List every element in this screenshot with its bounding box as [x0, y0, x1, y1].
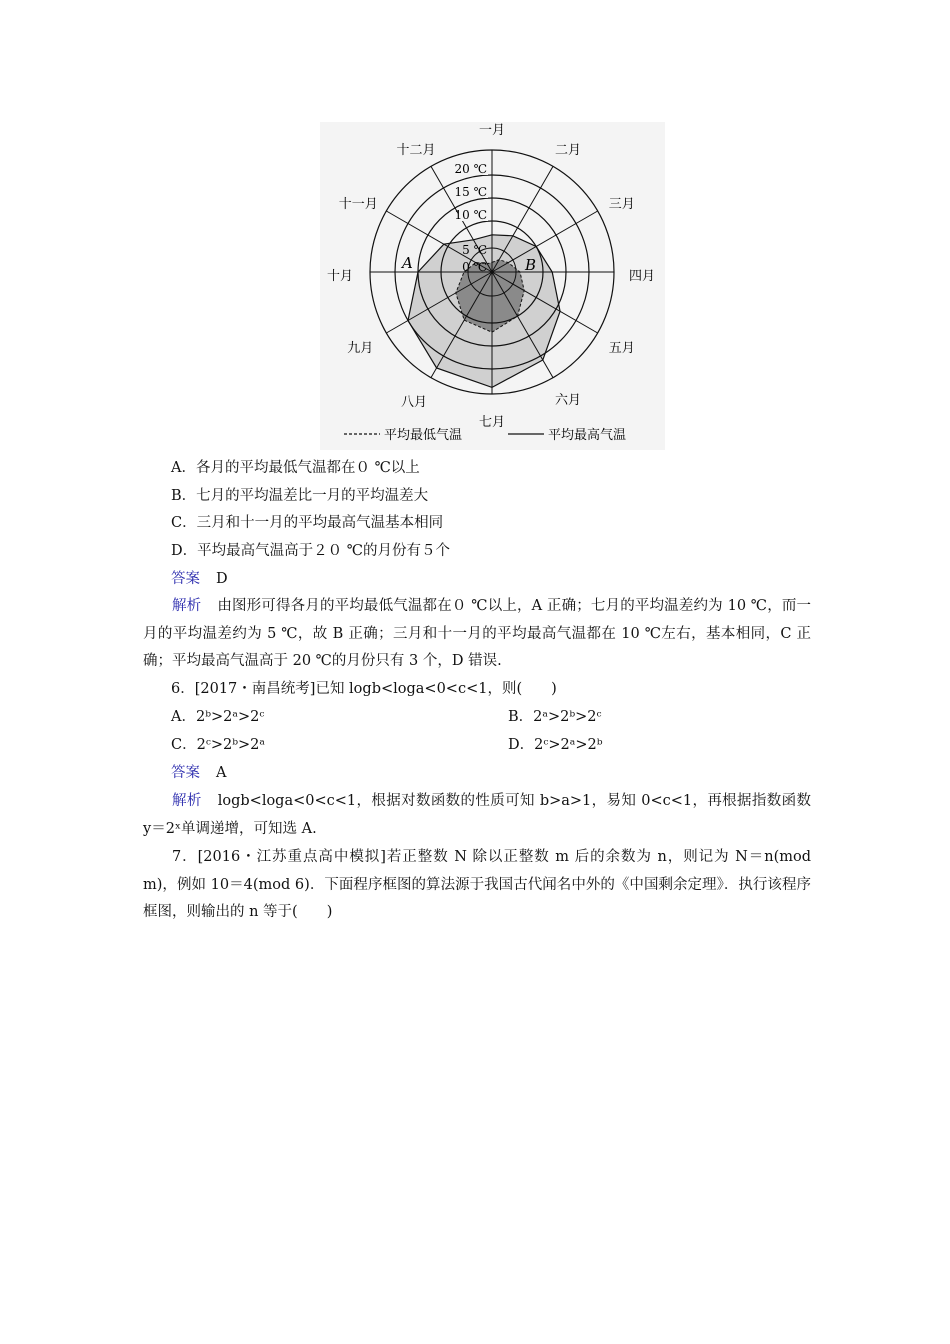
- q6-option-a: A．2ᵇ>2ᵃ>2ᶜ: [171, 709, 265, 725]
- q6-analysis-label: 解析: [172, 793, 202, 809]
- q6-analysis-text: logb<loga<0<c<1，根据对数函数的性质可知 b>a>1，易知 0<c<1，再根据指数函数 y＝2ˣ单调递增，可知选 A.: [143, 793, 812, 837]
- q6-option-b: B．2ᵃ>2ᵇ>2ᶜ: [508, 709, 602, 725]
- ring-label: 20 ℃: [454, 162, 487, 176]
- ring-label: 0 ℃: [462, 260, 487, 274]
- q5-option-c: C．三月和十一月的平均最高气温基本相同: [171, 515, 444, 531]
- ring-label: 10 ℃: [454, 208, 487, 222]
- q6-answer-label: 答案: [171, 765, 200, 781]
- q5-answer: D: [216, 571, 228, 587]
- month-label: 十一月: [338, 197, 378, 212]
- month-label: 十二月: [396, 143, 436, 159]
- month-label: 四月: [628, 269, 656, 284]
- ring-label: 15 ℃: [454, 185, 487, 199]
- month-label: 一月: [478, 123, 506, 138]
- q5-answer-label: 答案: [171, 571, 200, 587]
- temperature-radar-figure: [320, 122, 665, 450]
- q6-option-d: D．2ᶜ>2ᵃ>2ᵇ: [508, 737, 603, 753]
- q6-option-c: C．2ᶜ>2ᵇ>2ᵃ: [171, 737, 265, 753]
- q5-analysis-label: 解析: [172, 598, 202, 614]
- q6-stem: 6．[2017・南昌统考]已知 logb<loga<0<c<1，则( ): [171, 681, 557, 697]
- legend-high-label: 平均最高气温: [548, 428, 627, 443]
- q6-answer: A: [216, 765, 227, 781]
- radar-chart: [320, 122, 665, 450]
- month-label: 七月: [478, 415, 506, 430]
- month-label: 八月: [400, 394, 428, 410]
- q5-answer-line: [171, 569, 228, 589]
- q5-analysis-text: 由图形可得各月的平均最低气温都在０ ℃以上，A 正确；七月的平均温差约为 10 ℃，而一月的平均温差约为 5 ℃，故 B 正确；三月和十一月的平均最高气温都在 10 ℃左右，基本相同，C 正确；平均最高气温高于 20 ℃的月份只有 3 个，D 错误.: [143, 598, 812, 669]
- q5-analysis: [143, 593, 811, 676]
- month-label: 九月: [347, 341, 374, 356]
- q5-option-b: B．七月的平均温差比一月的平均温差大: [171, 488, 429, 504]
- q7-stem: 7．[2016・江苏重点高中模拟]若正整数 N 除以正整数 m 后的余数为 n，则记为 N＝n(mod m)，例如 10＝4(mod 6)．下面程序框图的算法源于我国古代闻名中外的《中国剩余定理》．执行该程序框图，则输出的 n 等于( ): [143, 849, 811, 920]
- legend-low-label: 平均最低气温: [384, 428, 463, 443]
- month-label: 六月: [554, 392, 582, 408]
- q5-option-a: A．各月的平均最低气温都在０ ℃以上: [171, 460, 420, 476]
- region-label-b: B: [525, 256, 537, 274]
- q5-option-d: D．平均最高气温高于２０ ℃的月份有５个: [171, 543, 450, 559]
- q6-analysis: [143, 788, 811, 843]
- ring-label: 5 ℃: [462, 243, 487, 257]
- q6-answer-line: [171, 763, 226, 783]
- month-label: 十月: [326, 269, 354, 284]
- month-label: 五月: [608, 341, 635, 356]
- month-label: 二月: [554, 143, 582, 159]
- region-label-a: A: [402, 254, 413, 272]
- month-label: 三月: [608, 197, 635, 212]
